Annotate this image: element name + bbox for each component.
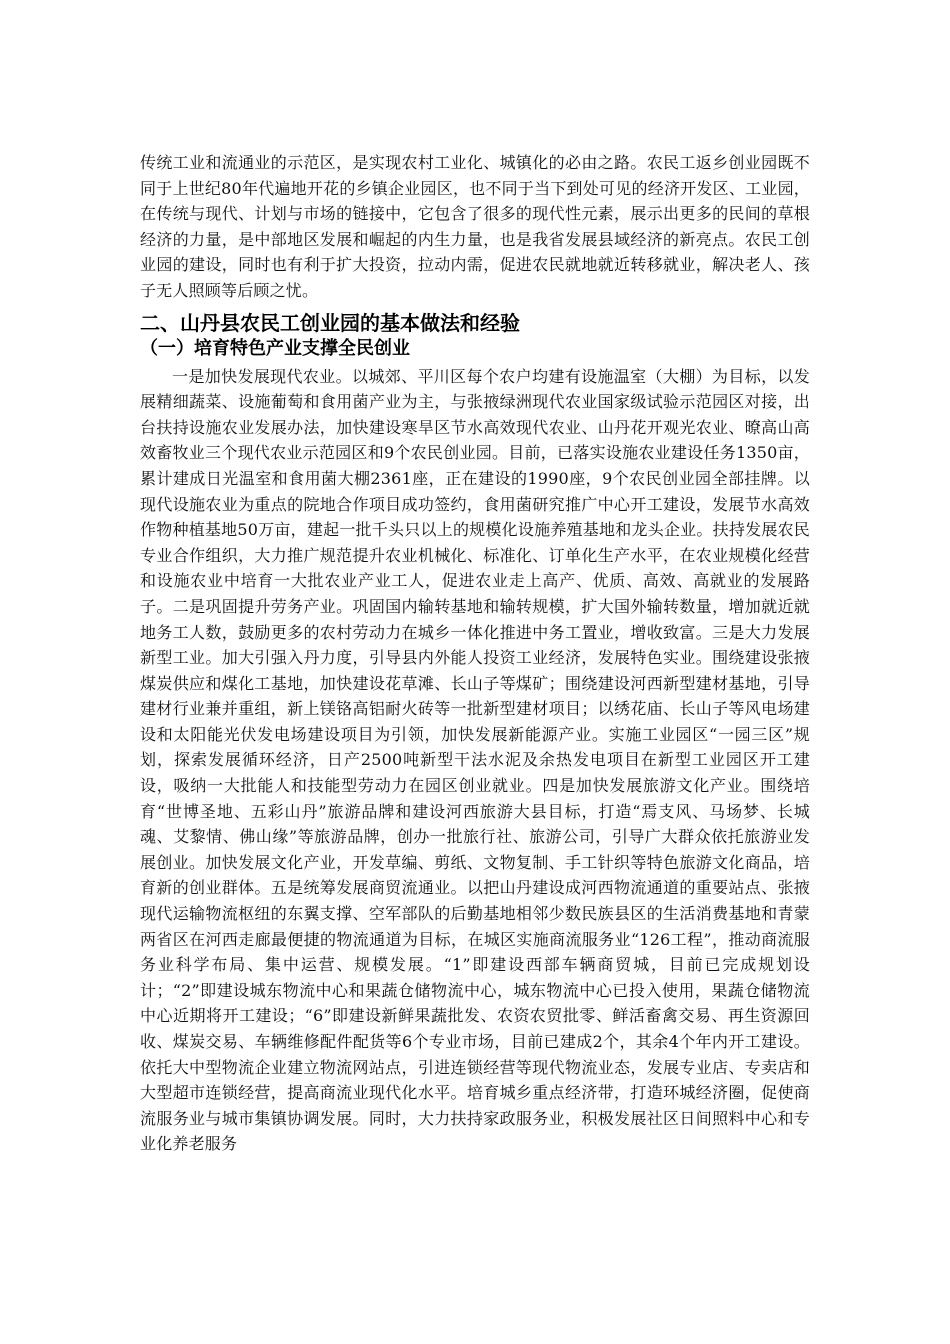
page-content — [140, 150, 810, 1157]
body-paragraph: 一是加快发展现代农业。以城郊、平川区每个农户均建有设施温室（大棚）为目标，以发展精细蔬菜、设施葡萄和食用菌产业为主，与张掖绿洲现代农业国家级试验示范园区对接，出台扶持设施农业发展办法，加快建设寒旱区节水高效现代农业、山丹花开观光农业、暸高山高效畜牧业三个现代农业示范园区和9个农民创业园。目前，已落实设施农业建设任务1350亩，累计建成日光温室和食用菌大棚2361座，正在建设的1990座，9个农民创业园全部挂牌。以现代设施农业为重点的院地合作项目成功签约，食用菌研究推广中心开工建设，发展节水高效作物种植基地50万亩，建起一批千头只以上的规模化设施养殖基地和龙头企业。扶持发展农民专业合作组织，大力推广规范提升农业机械化、标准化、订单化生产水平，在农业规模化经营和设施农业中培育一大批农业产业工人，促进农业走上高产、优质、高效、高就业的发展路子。二是巩固提升劳务产业。巩固国内输转基地和输转规模，扩大国外输转数量，增加就近就地务工人数，鼓励更多的农村劳动力在城乡一体化推进中务工置业，增收致富。三是大力发展新型工业。加大引强入丹力度，引导县内外能人投资工业经济，发展特色实业。围绕建设张掖煤炭供应和煤化工基地，加快建设花草滩、长山子等煤矿；围绕建设河西新型建材基地，引导建材行业兼并重组，新上镁铬高铝耐火砖等一批新型建材项目；以绣花庙、长山子等风电场建设和太阳能光伏发电场建设项目为引领，加快发展新能源产业。实施工业园区“一园三区”规划，探索发展循环经济，日产2500吨新型干法水泥及余热发电项目在新型工业园区开工建设，吸纳一大批能人和技能型劳动力在园区创业就业。四是加快发展旅游文化产业。围绕培育“世博圣地、五彩山丹”旅游品牌和建设河西旅游大县目标，打造“焉支风、马场梦、长城魂、艾黎情、佛山缘”等旅游品牌，创办一批旅行社、旅游公司，引导广大群众依托旅游业发展创业。加快发展文化产业，开发草编、剪纸、文物复制、手工针织等特色旅游文化商品，培育新的创业群体。五是统筹发展商贸流通业。以把山丹建设成河西物流通道的重要站点、张掖现代运输物流枢纽的东翼支撑、空军部队的后勤基地相邻少数民族县区的生活消费基地和青蒙两省区在河西走廊最便捷的物流通道为目标，在城区实施商流服务业“126工程”，推动商流服务业科学布局、集中运营、规模发展。“1”即建设西部车辆商贸城，目前已完成规划设计；“2”即建设城东物流中心和果蔬仓储物流中心，城东物流中心已投入使用，果蔬仓储物流中心近期将开工建设；“6”即建设新鲜果蔬批发、农资农贸批零、鲜活畜禽交易、再生资源回收、煤炭交易、车辆维修配件配货等6个专业市场，目前已建成2个，其余4个年内开工建设。依托大中型物流企业建立物流网站点，引进连锁经营等现代物流业态，发展专业店、专卖店和大型超市连锁经营，提高商流业现代化水平。培育城乡重点经济带，打造环城经济圈，促使商流服务业与城市集镇协调发展。同时，大力扶持家政服务业，积极发展社区日间照料中心和专业化养老服务 — [140, 366, 810, 1154]
section-heading: 二、山丹县农民工创业园的基本做法和经验 — [140, 310, 520, 335]
intro-paragraph: 传统工业和流通业的示范区，是实现农村工业化、城镇化的必由之路。农民工返乡创业园既不同于上世纪80年代遍地开花的乡镇企业园区，也不同于当下到处可见的经济开发区、工业园，在传统与现代、计划与市场的链接中，它包含了很多的现代性元素，展示出更多的民间的草根经济的力量，是中部地区发展和崛起的内生力量，也是我省发展县域经济的新亮点。农民工创业园的建设，同时也有利于扩大投资，拉动内需，促进农民就地就近转移就业，解决老人、孩子无人照顾等后顾之忧。 — [140, 153, 810, 300]
subsection-heading: （一）培育特色产业支撑全民创业 — [140, 337, 410, 359]
